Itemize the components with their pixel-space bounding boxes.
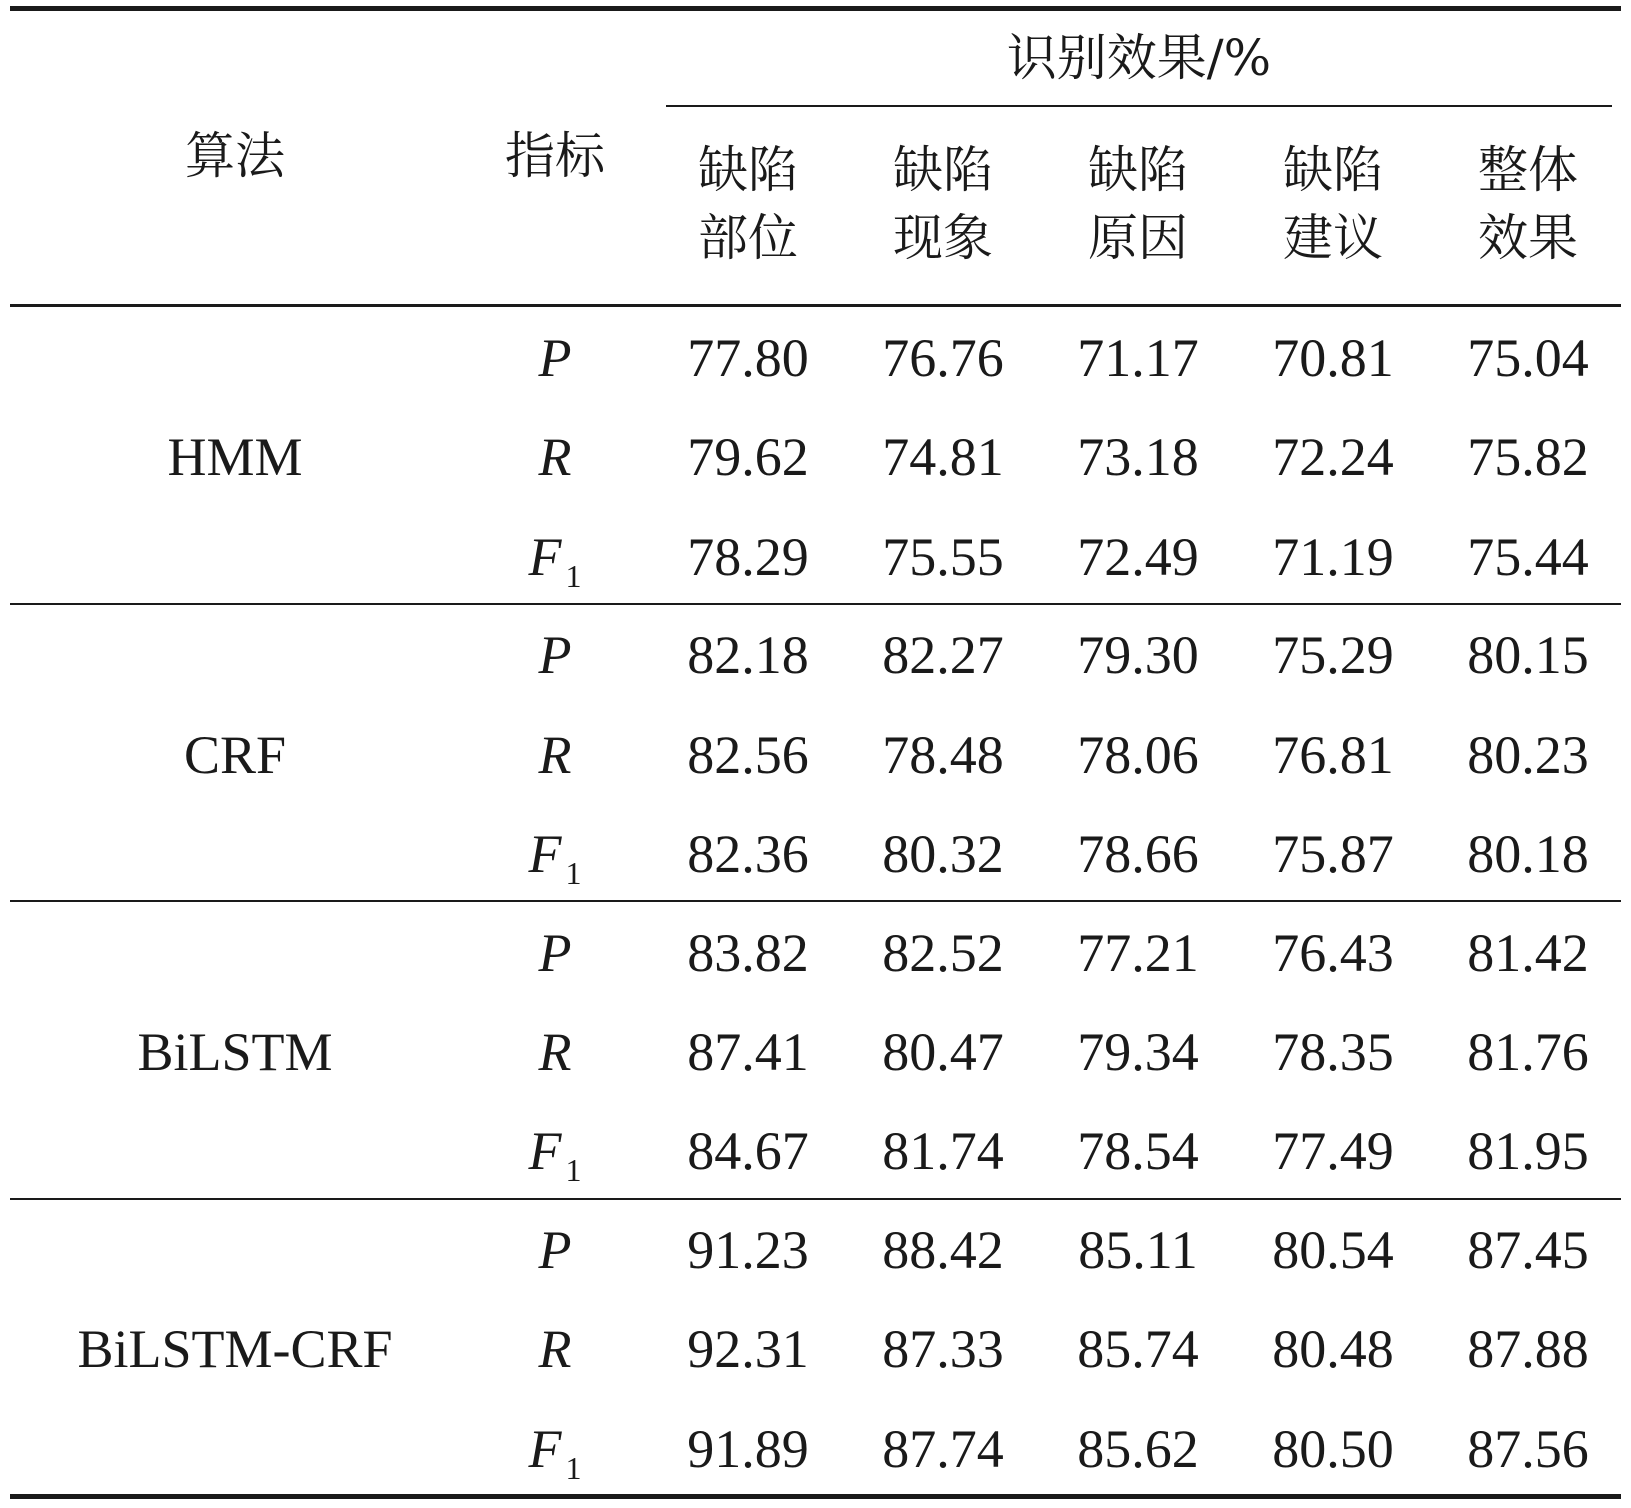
column-header-line1: 整体 — [1478, 141, 1578, 199]
metric-symbol: P — [538, 625, 572, 685]
value-cell: 80.23 — [1467, 725, 1589, 785]
metric-symbol: F — [528, 1121, 562, 1181]
group-header-rule — [666, 105, 1612, 107]
metric-label — [470, 326, 640, 390]
metric-subscript: 1 — [565, 1152, 582, 1188]
column-header-4 — [1433, 136, 1623, 272]
value-cell: 80.18 — [1467, 824, 1589, 884]
value-cell: 88.42 — [882, 1220, 1004, 1280]
value-cell: 78.35 — [1272, 1022, 1394, 1082]
metric-label — [470, 921, 640, 985]
metric-symbol: F — [528, 527, 562, 587]
value-cell: 71.17 — [1077, 328, 1199, 388]
value-cell: 80.48 — [1272, 1319, 1394, 1379]
value-cell: 80.32 — [882, 824, 1004, 884]
metric-symbol: R — [538, 1022, 572, 1082]
value-cell: 78.48 — [882, 725, 1004, 785]
column-header-3 — [1238, 136, 1428, 272]
value-cell: 77.49 — [1272, 1121, 1394, 1181]
metric-symbol: F — [528, 1419, 562, 1479]
value-cell: 77.80 — [687, 328, 809, 388]
metric-symbol: P — [538, 923, 572, 983]
column-header-line2: 部位 — [698, 209, 798, 267]
value-cell: 84.67 — [687, 1121, 809, 1181]
metric-label — [470, 623, 640, 687]
value-cell: 71.19 — [1272, 527, 1394, 587]
value-cell: 75.55 — [882, 527, 1004, 587]
value-cell: 85.74 — [1077, 1319, 1199, 1379]
algorithm-name: BiLSTM — [137, 1022, 333, 1082]
metric-symbol: R — [538, 1319, 572, 1379]
metric-label — [470, 525, 640, 596]
column-header-1 — [848, 136, 1038, 272]
column-header-line2: 效果 — [1478, 209, 1578, 267]
value-cell: 85.62 — [1077, 1419, 1199, 1479]
value-cell: 75.04 — [1467, 328, 1589, 388]
value-cell: 76.43 — [1272, 923, 1394, 983]
value-cell: 82.52 — [882, 923, 1004, 983]
metric-label — [470, 1020, 640, 1084]
value-cell: 81.74 — [882, 1121, 1004, 1181]
column-header-line2: 原因 — [1088, 209, 1188, 267]
column-header-2 — [1043, 136, 1233, 272]
column-header-0 — [653, 136, 843, 272]
value-cell: 87.33 — [882, 1319, 1004, 1379]
value-cell: 72.24 — [1272, 427, 1394, 487]
value-cell: 87.45 — [1467, 1220, 1589, 1280]
value-cell: 80.54 — [1272, 1220, 1394, 1280]
group-header: 识别效果/% — [1006, 29, 1272, 87]
value-cell: 81.95 — [1467, 1121, 1589, 1181]
algorithm-name: BiLSTM-CRF — [77, 1319, 393, 1379]
algorithm-name: CRF — [183, 725, 287, 785]
value-cell: 76.81 — [1272, 725, 1394, 785]
value-cell: 82.56 — [687, 725, 809, 785]
metric-label — [470, 425, 640, 489]
value-cell: 80.15 — [1467, 625, 1589, 685]
column-header-line1: 缺陷 — [1088, 141, 1188, 199]
value-cell: 79.30 — [1077, 625, 1199, 685]
metric-label — [470, 1417, 640, 1488]
value-cell: 78.06 — [1077, 725, 1199, 785]
column-header-line1: 缺陷 — [698, 141, 798, 199]
value-cell: 87.56 — [1467, 1419, 1589, 1479]
metric-label — [470, 822, 640, 893]
value-cell: 77.21 — [1077, 923, 1199, 983]
column-header-line2: 现象 — [893, 209, 993, 267]
value-cell: 75.44 — [1467, 527, 1589, 587]
metric-symbol: R — [538, 427, 572, 487]
separator-rule-3 — [10, 1198, 1621, 1200]
value-cell: 73.18 — [1077, 427, 1199, 487]
value-cell: 78.29 — [687, 527, 809, 587]
metric-subscript: 1 — [565, 558, 582, 594]
separator-rule-1 — [10, 603, 1621, 605]
value-cell: 87.41 — [687, 1022, 809, 1082]
value-cell: 87.88 — [1467, 1319, 1589, 1379]
metric-label — [470, 723, 640, 787]
value-cell: 79.62 — [687, 427, 809, 487]
value-cell: 78.54 — [1077, 1121, 1199, 1181]
header-bottom-rule — [10, 304, 1621, 307]
value-cell: 75.82 — [1467, 427, 1589, 487]
value-cell: 74.81 — [882, 427, 1004, 487]
separator-rule-2 — [10, 900, 1621, 902]
value-cell: 81.76 — [1467, 1022, 1589, 1082]
column-header-line2: 建议 — [1283, 209, 1383, 267]
value-cell: 70.81 — [1272, 328, 1394, 388]
value-cell: 79.34 — [1077, 1022, 1199, 1082]
metric-label — [470, 1119, 640, 1190]
value-cell: 85.11 — [1078, 1220, 1198, 1280]
bottom-rule — [10, 1494, 1621, 1499]
value-cell: 81.42 — [1467, 923, 1589, 983]
metric-symbol: P — [538, 1220, 572, 1280]
value-cell: 83.82 — [687, 923, 809, 983]
metric-header: 指标 — [505, 127, 605, 185]
value-cell: 92.31 — [687, 1319, 809, 1379]
value-cell: 75.87 — [1272, 824, 1394, 884]
algorithm-header: 算法 — [185, 127, 285, 185]
algorithm-name: HMM — [167, 427, 303, 487]
column-header-line1: 缺陷 — [893, 141, 993, 199]
value-cell: 82.27 — [882, 625, 1004, 685]
value-cell: 78.66 — [1077, 824, 1199, 884]
value-cell: 80.47 — [882, 1022, 1004, 1082]
value-cell: 91.23 — [687, 1220, 809, 1280]
metric-label — [470, 1317, 640, 1381]
value-cell: 80.50 — [1272, 1419, 1394, 1479]
value-cell: 82.18 — [687, 625, 809, 685]
value-cell: 75.29 — [1272, 625, 1394, 685]
metric-symbol: P — [538, 328, 572, 388]
metric-subscript: 1 — [565, 1450, 582, 1486]
metric-symbol: F — [528, 824, 562, 884]
value-cell: 87.74 — [882, 1419, 1004, 1479]
metric-subscript: 1 — [565, 855, 582, 891]
metric-symbol: R — [538, 725, 572, 785]
value-cell: 76.76 — [882, 328, 1004, 388]
value-cell: 72.49 — [1077, 527, 1199, 587]
value-cell: 91.89 — [687, 1419, 809, 1479]
top-rule — [10, 6, 1621, 11]
metric-label — [470, 1218, 640, 1282]
value-cell: 82.36 — [687, 824, 809, 884]
column-header-line1: 缺陷 — [1283, 141, 1383, 199]
